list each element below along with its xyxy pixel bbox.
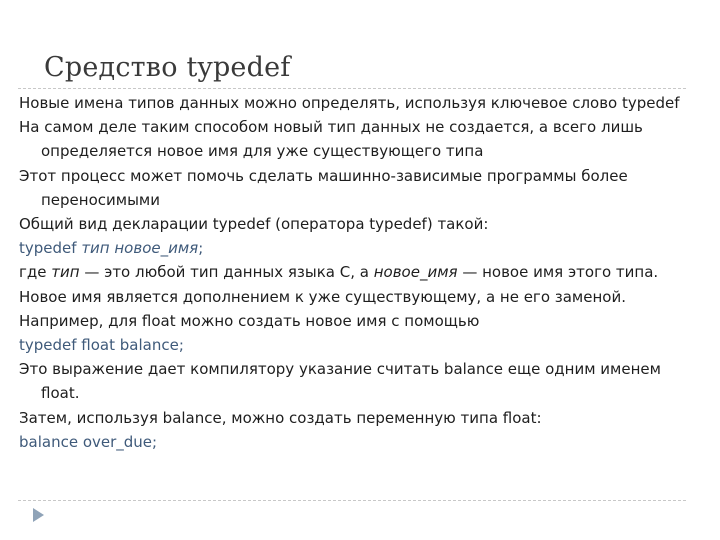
text-line: На самом деле таким способом новый тип данных не создается, а всего лишь определяется новое имя для уже существующего типа (19, 118, 643, 161)
italic-term: тип (51, 263, 80, 282)
title-divider (18, 88, 686, 89)
code-keyword: typedef (19, 239, 82, 258)
text-line: Общий вид декларации typedef (оператора typedef) такой: (19, 215, 489, 234)
text-line: Новое имя является дополнением к уже существующему, а не его заменой. (19, 287, 626, 306)
code-line: typedef float balance; (19, 336, 184, 355)
footer-divider (18, 500, 686, 501)
arrow-right-icon[interactable] (33, 508, 44, 522)
italic-term: новое_имя (373, 263, 458, 282)
text-line (19, 260, 697, 284)
text-line: Этот процесс может помочь сделать машинно-зависимые программы более переносимыми (19, 166, 628, 209)
code-placeholder: тип новое_имя (81, 239, 199, 258)
slide-title: Средство typedef (44, 52, 291, 83)
slide-body (19, 91, 697, 454)
text-line: Затем, используя balance, можно создать переменную типа float: (19, 408, 542, 427)
text-fragment: — это любой тип данных языка С, а (79, 263, 374, 282)
text-fragment: где (19, 263, 52, 282)
code-line: balance over_due; (19, 432, 158, 451)
text-fragment: — новое имя этого типа. (457, 263, 659, 282)
code-line (19, 236, 697, 260)
text-line: Это выражение дает компилятору указание считать balance еще одним именем float. (19, 360, 661, 403)
text-line: Новые имена типов данных можно определять, используя ключевое слово typedef (19, 94, 680, 112)
code-terminator: ; (198, 239, 204, 258)
text-line: Например, для float можно создать новое имя с помощью (19, 311, 480, 330)
